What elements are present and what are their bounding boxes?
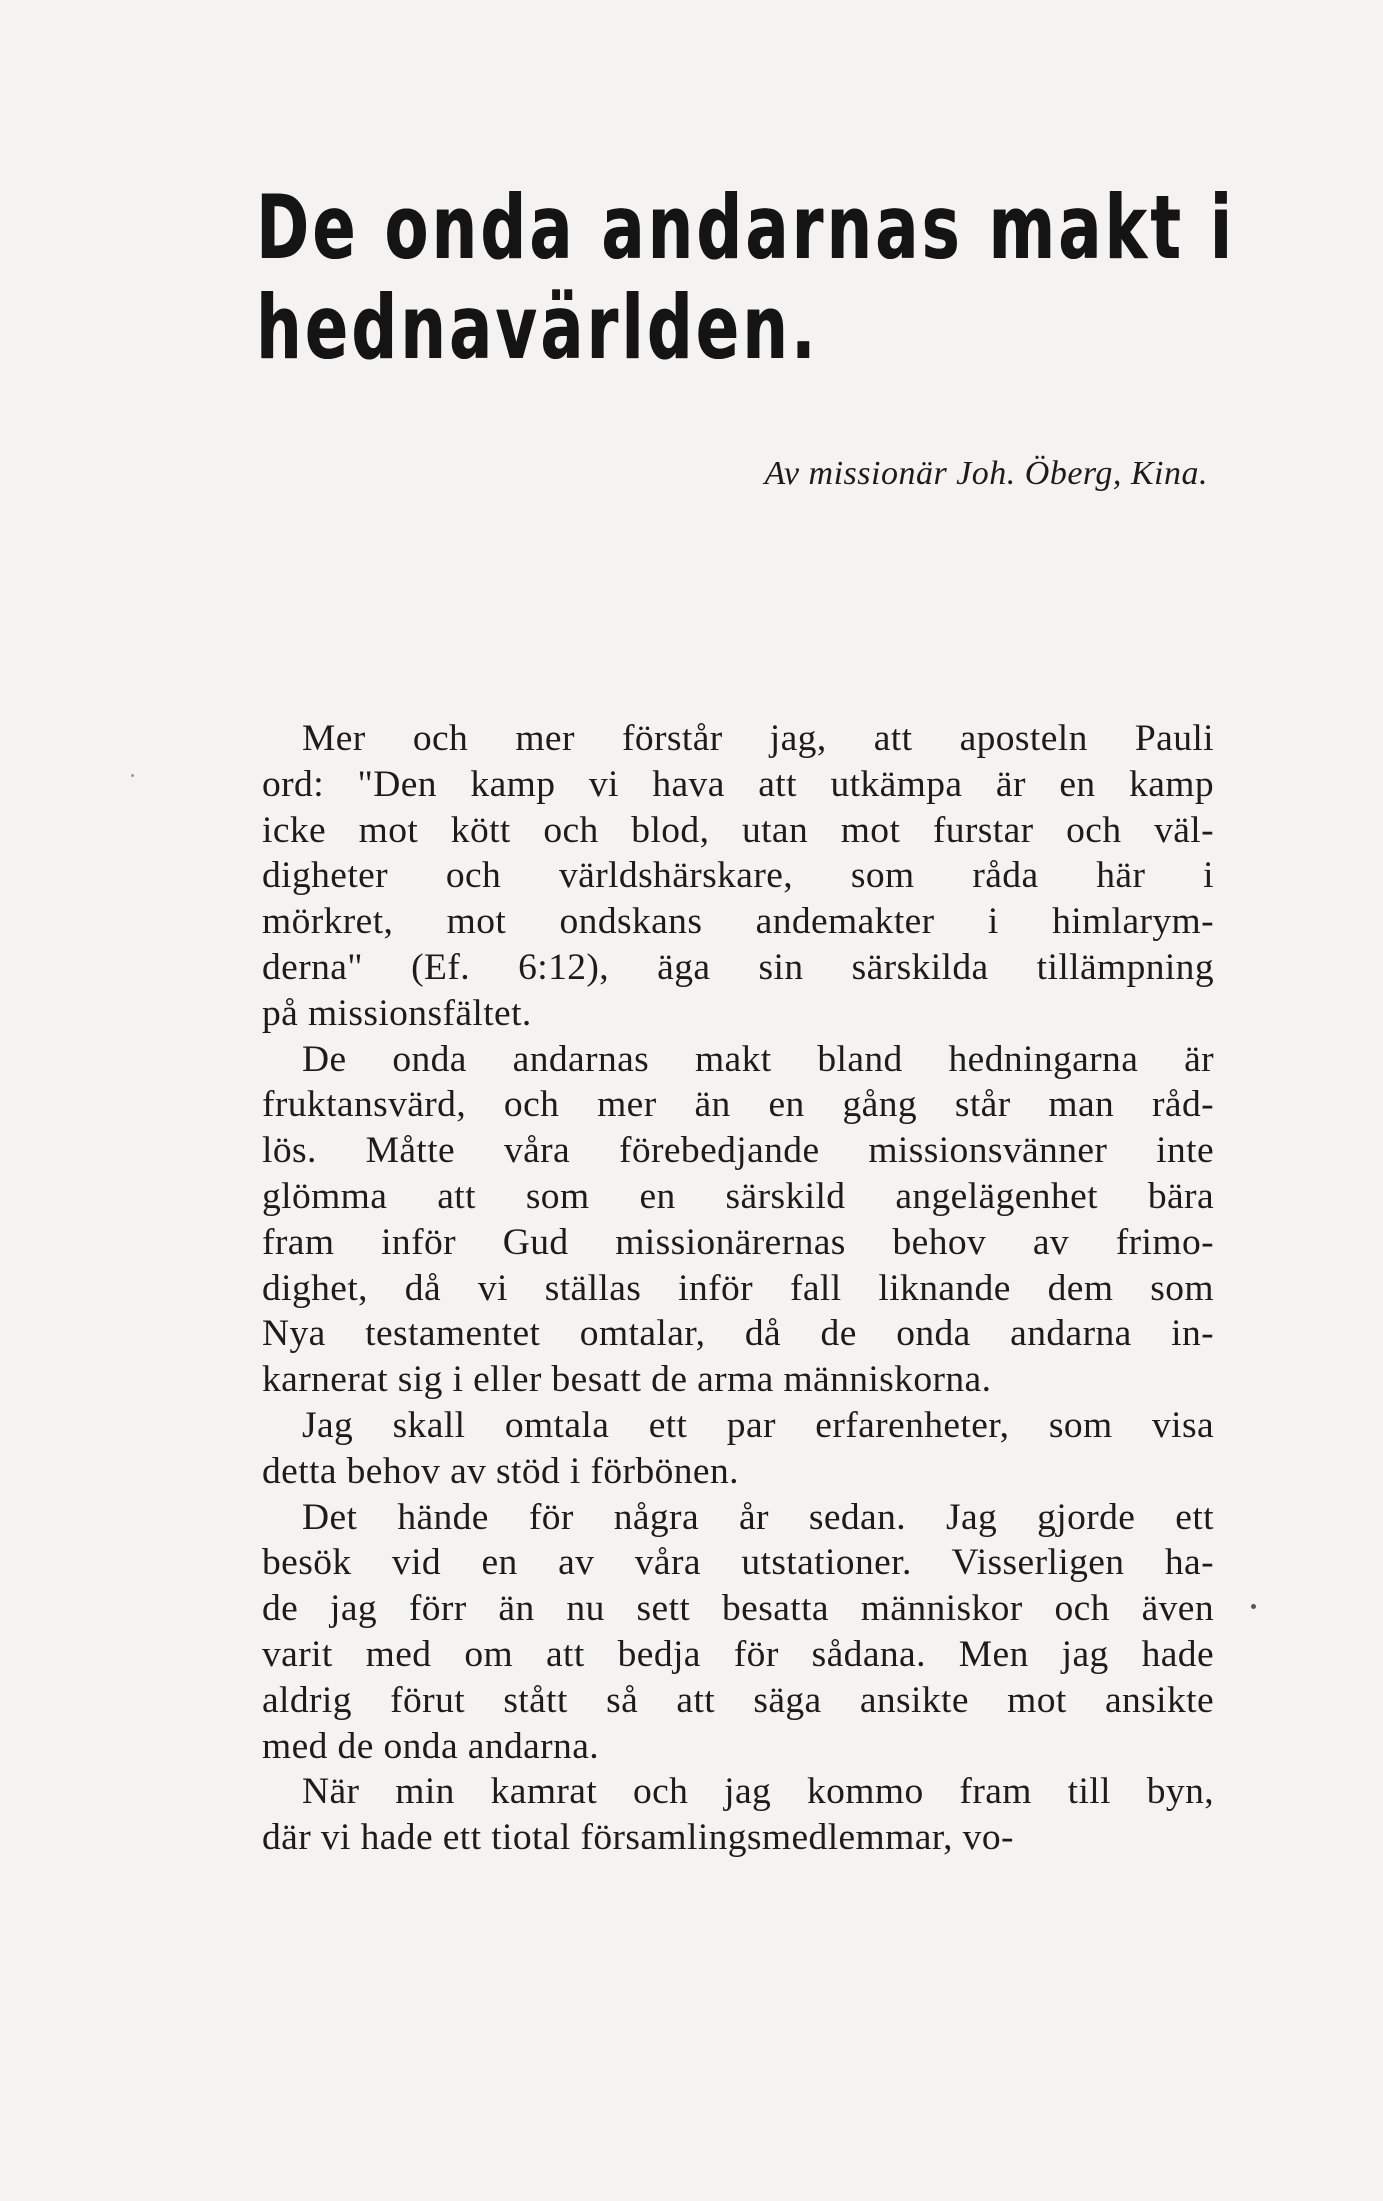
paragraph-1-line-2: ord: "Den kamp vi hava att utkämpa är en kamp [262,763,1214,805]
paragraph-1-line-4: digheter och världshärskare, som råda här i [262,855,1214,897]
paragraph-2-line-5: fram inför Gud missionärernas behov av frimo- [262,1221,1214,1263]
paragraph-1-line-7: på missionsfältet. [262,992,532,1034]
title-line-2: hednavärlden. [256,276,819,379]
article-byline: Av missionär Joh. Öberg, Kina. [764,455,1208,492]
paragraph-2-line-6: dighet, då vi ställas inför fall liknande dem som [262,1267,1214,1309]
paragraph-4-line-3: de jag förr än nu sett besatta människor och även [262,1588,1214,1630]
paragraph-5-line-1: När min kamrat och jag kommo fram till byn, [302,1771,1214,1813]
print-speck [131,774,134,777]
paragraph-3-line-1: Jag skall omtala ett par erfarenheter, som visa [302,1404,1214,1446]
paragraph-1-line-5: mörkret, mot ondskans andemakter i himlarym- [262,901,1214,943]
paragraph-2-line-4: glömma att som en särskild angelägenhet bära [262,1175,1214,1217]
paragraph-1-line-6: derna" (Ef. 6:12), äga sin särskilda tillämpning [262,946,1214,988]
paragraph-4-line-5: aldrig förut stått så att säga ansikte mot ansikte [262,1679,1214,1721]
paragraph-2-line-7: Nya testamentet omtalar, då de onda andarna in- [262,1313,1214,1355]
paragraph-4-line-6: med de onda andarna. [262,1725,600,1767]
paragraph-2-line-3: lös. Måtte våra förebedjande missionsvänner inte [262,1130,1214,1172]
title-line-1: De onda andarnas makt i [256,176,1236,279]
paragraph-2-line-2: fruktansvärd, och mer än en gång står man råd- [262,1084,1214,1126]
print-speck [1251,1604,1256,1609]
paragraph-3-line-2: detta behov av stöd i förbönen. [262,1450,739,1492]
paragraph-1-line-1: Mer och mer förstår jag, att aposteln Pauli [302,718,1214,759]
paragraph-4-line-4: varit med om att bedja för sådana. Men jag hade [262,1633,1214,1675]
paragraph-4-line-2: besök vid en av våra utstationer. Visserligen ha- [262,1542,1214,1584]
article-title [256,176,1236,379]
paragraph-1-line-3: icke mot kött och blod, utan mot furstar och väl- [262,809,1214,851]
paragraph-5-line-2: där vi hade ett tiotal församlingsmedlemmar, vo- [262,1817,1014,1859]
paragraph-4-line-1: Det hände för några år sedan. Jag gjorde ett [302,1496,1214,1538]
paragraph-2-line-8: karnerat sig i eller besatt de arma människorna. [262,1359,992,1401]
article-body [262,716,1214,1861]
paragraph-2-line-1: De onda andarnas makt bland hedningarna är [302,1038,1214,1080]
